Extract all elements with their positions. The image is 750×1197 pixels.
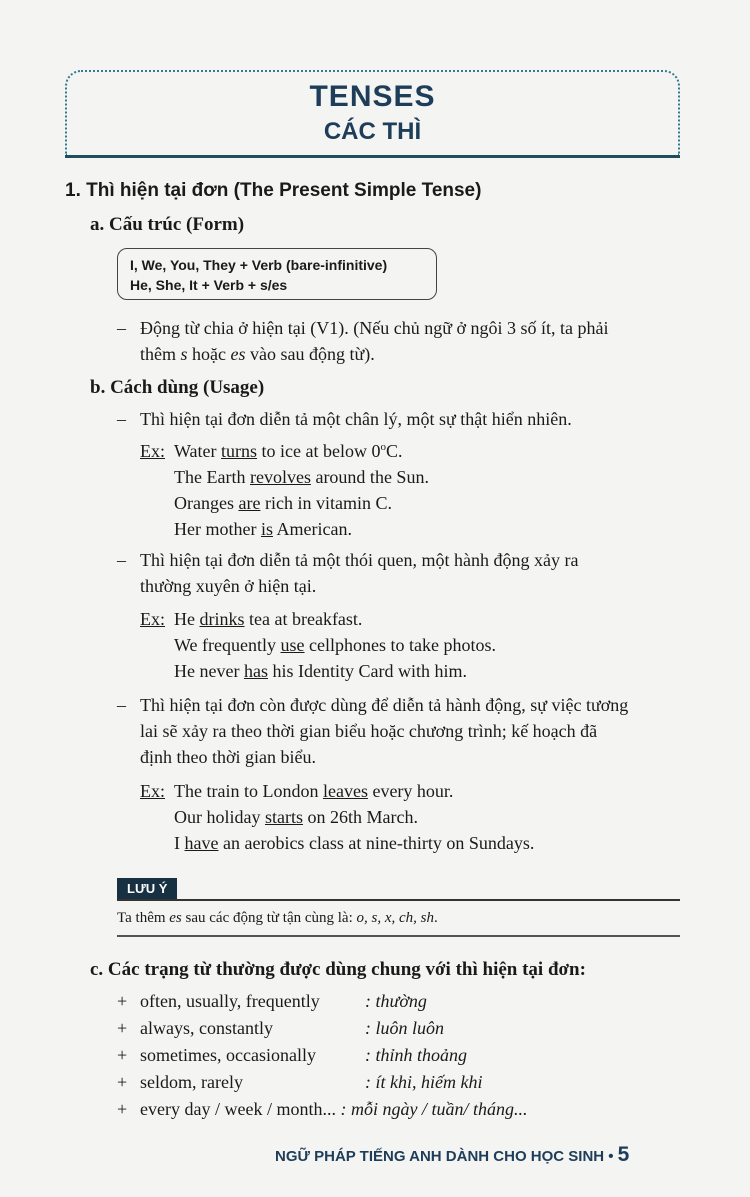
usage3-line3: định theo thời gian biểu. — [140, 747, 316, 767]
text-span: on 26th March. — [302, 807, 418, 827]
form-line-plural: I, We, You, They + Verb (bare-infinitive) — [130, 257, 388, 273]
usage1-text: Thì hiện tại đơn diễn tả một chân lý, một sự thật hiển nhiên. — [140, 409, 572, 429]
example-line — [174, 833, 534, 854]
example-line — [174, 807, 418, 828]
adverb-en: always, constantly — [140, 1018, 273, 1038]
example-line — [174, 441, 403, 462]
text-span: tea at breakfast. — [244, 609, 363, 629]
adverb-en: sometimes, occasionally — [140, 1045, 316, 1065]
text-span: around the Sun. — [310, 467, 429, 487]
dash-mark: – — [117, 318, 126, 338]
example-line — [174, 493, 392, 514]
dash-mark: – — [117, 409, 126, 429]
verb: drinks — [199, 609, 245, 629]
text-span: thêm — [140, 344, 181, 364]
title-box — [65, 70, 680, 156]
text-span: American. — [272, 519, 352, 539]
note-bar — [117, 878, 680, 900]
degree-sup: o — [380, 441, 386, 453]
verb: leaves — [322, 781, 368, 801]
bullet-mark: + — [117, 991, 128, 1011]
adverb-en: every day / week / month... — [140, 1099, 341, 1119]
text-span: The train to London — [174, 781, 323, 801]
verb: are — [238, 493, 261, 513]
text-span: We frequently — [174, 635, 281, 655]
text-span: C. — [386, 441, 403, 461]
dash-mark: – — [117, 550, 126, 570]
footer-text: NGỮ PHÁP TIẾNG ANH DÀNH CHO HỌC SINH • — [275, 1148, 614, 1165]
usage3-line2: lai sẽ xảy ra theo thời gian biểu hoặc chương trình; kế hoạch đã — [140, 721, 598, 741]
bullet-mark: + — [117, 1099, 128, 1119]
example-line — [174, 467, 429, 488]
bullet-mark: + — [117, 1018, 128, 1038]
adverb-vi: : luôn luôn — [365, 1018, 444, 1038]
example-line — [174, 661, 467, 682]
note-text — [117, 910, 438, 927]
note-tag: LƯU Ý — [117, 878, 177, 900]
page-title: TENSES — [309, 80, 436, 113]
text-span: Our holiday — [174, 807, 265, 827]
adverb-vi: : mỗi ngày / tuần/ tháng... — [340, 1099, 528, 1119]
adverb-vi: : ít khi, hiếm khi — [365, 1072, 483, 1092]
italic-endings: o, s, x, ch, sh — [356, 910, 435, 926]
section-heading: 1. Thì hiện tại đơn (The Present Simple Tense) — [65, 180, 482, 201]
text-span: vào sau động từ). — [245, 344, 375, 364]
italic-es: es — [169, 910, 182, 926]
text-span: an aerobics class at nine-thirty on Sundays. — [218, 833, 535, 853]
adverb-en: often, usually, frequently — [140, 991, 320, 1011]
text-span: He — [174, 609, 200, 629]
italic-s: s — [180, 344, 188, 364]
text-span: Ta thêm — [117, 910, 170, 926]
text-span: Water — [174, 441, 222, 461]
usage2-line2: thường xuyên ở hiện tại. — [140, 576, 317, 596]
verb: is — [260, 519, 273, 539]
text-span: Her mother — [174, 519, 261, 539]
subheading-usage: b. Cách dùng (Usage) — [90, 377, 265, 398]
example-line — [174, 635, 496, 656]
verb: have — [184, 833, 219, 853]
text-span: every hour. — [367, 781, 454, 801]
note-divider — [117, 899, 680, 901]
verb: has — [243, 661, 268, 681]
text-span: He never — [174, 661, 244, 681]
subheading-adverbs: c. Các trạng từ thường được dùng chung với thì hiện tại đơn: — [90, 959, 586, 980]
ex-label: Ex: — [140, 609, 165, 629]
title-underline — [65, 155, 680, 158]
adverb-vi: : thường — [365, 991, 427, 1011]
verb: starts — [264, 807, 303, 827]
text-span: sau các động từ tận cùng là: — [181, 910, 357, 926]
adverb-en: seldom, rarely — [140, 1072, 243, 1092]
dash-mark: – — [117, 695, 126, 715]
subheading-form: a. Cấu trúc (Form) — [90, 214, 245, 235]
example-line — [174, 609, 362, 630]
text-span: I — [174, 833, 185, 853]
bullet-mark: + — [117, 1045, 128, 1065]
page-subtitle: CÁC THÌ — [323, 118, 422, 145]
adverb-vi: : thỉnh thoảng — [365, 1045, 467, 1065]
text-span: cellphones to take photos. — [304, 635, 496, 655]
adverb-row — [140, 1099, 527, 1120]
note-bottom-divider — [117, 935, 680, 937]
page-footer — [275, 1143, 629, 1167]
text-span: . — [434, 910, 438, 926]
verb: turns — [221, 441, 258, 461]
example-line — [174, 781, 453, 802]
form-box — [117, 248, 437, 300]
text-span: The Earth — [174, 467, 250, 487]
text-span: his Identity Card with him. — [267, 661, 467, 681]
example-line — [174, 519, 352, 540]
usage3-line1: Thì hiện tại đơn còn được dùng để diễn tả hành động, sự việc tương — [140, 695, 629, 715]
form-note-line2 — [140, 344, 375, 365]
text-span: to ice at below 0 — [257, 441, 381, 461]
text-span: rich in vitamin C. — [260, 493, 392, 513]
text-span: hoặc — [187, 344, 231, 364]
text-span: Oranges — [174, 493, 239, 513]
page-number: 5 — [617, 1143, 630, 1166]
verb: use — [280, 635, 305, 655]
form-line-singular: He, She, It + Verb + s/es — [130, 277, 288, 293]
italic-es: es — [230, 344, 246, 364]
usage2-line1: Thì hiện tại đơn diễn tả một thói quen, một hành động xảy ra — [140, 550, 579, 570]
verb: revolves — [249, 467, 311, 487]
bullet-mark: + — [117, 1072, 128, 1092]
ex-label: Ex: — [140, 441, 165, 461]
ex-label: Ex: — [140, 781, 165, 801]
form-note-line1: Động từ chia ở hiện tại (V1). (Nếu chủ ngữ ở ngôi 3 số ít, ta phải — [140, 318, 609, 338]
